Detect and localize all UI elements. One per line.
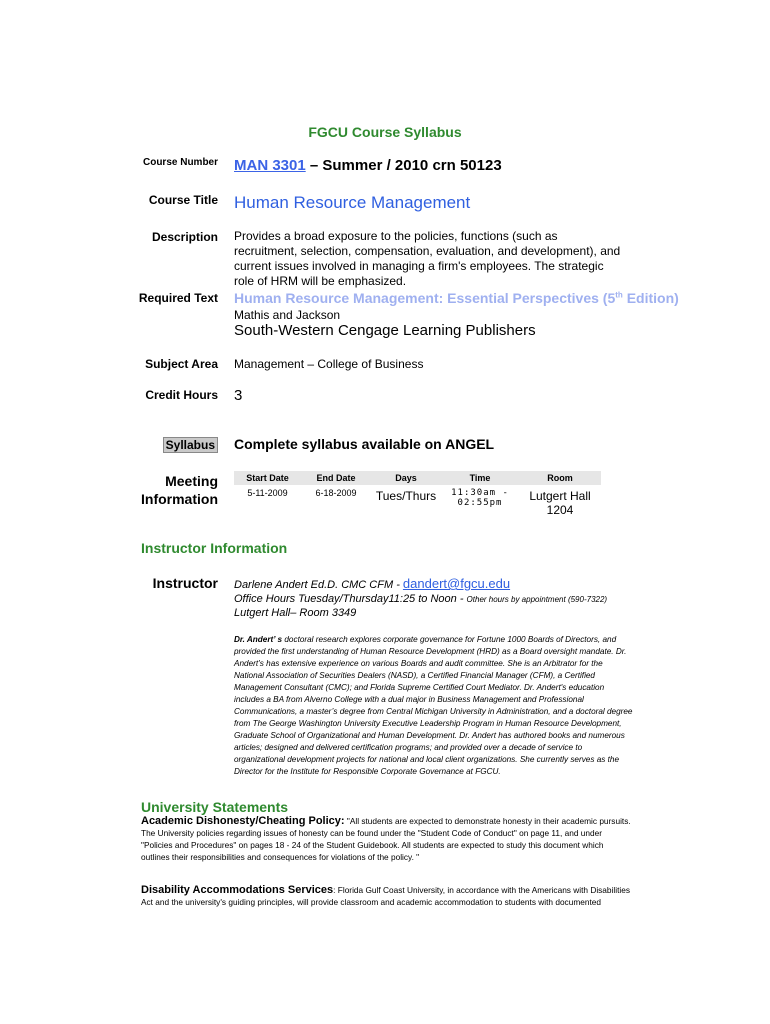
instructor-bio xyxy=(234,634,634,778)
days: Tues/Thurs xyxy=(375,489,437,503)
subject-area-label: Subject Area xyxy=(145,357,218,371)
room-building: Lutgert Hall xyxy=(529,489,591,503)
instructor-email-link[interactable]: dandert@fgcu.edu xyxy=(402,576,511,591)
course-title-value: Human Resource Management xyxy=(234,193,471,212)
room-number: 1204 xyxy=(546,503,574,517)
meeting-label xyxy=(141,472,218,508)
header-room: Room xyxy=(519,471,601,485)
disability-policy-title: Disability Accommodations Services xyxy=(141,884,334,896)
course-code: MAN 3301 xyxy=(234,157,306,174)
header-start-date: Start Date xyxy=(234,471,301,485)
office-hours-note: Other hours by appointment (590-7322) xyxy=(466,595,608,604)
instructor-section-heading: Instructor Information xyxy=(141,540,288,556)
academic-dishonesty-policy xyxy=(141,815,631,863)
room xyxy=(519,485,601,517)
meeting-label-line1: Meeting xyxy=(165,473,218,489)
header-time: Time xyxy=(441,471,519,485)
book-authors: Mathis and Jackson xyxy=(234,308,341,322)
meeting-header-row xyxy=(234,471,601,485)
course-term: – Summer / 2010 crn 50123 xyxy=(305,157,502,174)
bio-lead: Dr. Andert xyxy=(234,635,274,644)
course-number-value xyxy=(234,157,502,174)
office-location: Lutgert Hall– Room 3349 xyxy=(234,607,357,619)
course-title-label: Course Title xyxy=(148,193,218,207)
bio-text: doctoral research explores corporate governance for Fortune 1000 Boards of Directors, and provided the first understanding of Human Resource Development (HRD) as a Board oversight mandate. Dr. Andert’s has extensive experience on various Boards and audit committee. She is an Arbitrator for the National Association of Securities Dealers (NASD), a Certified Financial Manager (CFM), a Certified Management Consultant (CMC); and Florida Supreme Certified Court Mediator. Dr. Andert's education includes a BA from Alverno College with a dual major in Business Management and Professional Communications, a master’s degree from Central Michigan University in Administration, and a doctoral degree from The George Washington University Executive Leadership Program in Human Resource Development, Graduate School of Organizational and Human Development. Dr. Andert has authored books and numerous articles; designed and delivered certification programs; and provided over a decade of service to organizational development projects for national and local client organizations. She currently serves as the Director for the Institute for Responsible Corporate Governance at FGCU. xyxy=(234,635,633,776)
start-date: 5-11-2009 xyxy=(247,488,288,498)
instructor-name-line xyxy=(234,576,510,591)
disability-policy-text: : Florida Gulf Coast University, in accordance with the Americans with Disabilities Act and the university's guiding principles, will provide classroom and academic accommodation to students with documented xyxy=(141,885,630,907)
academic-policy-text: "All students are expected to demonstrate honesty in their academic pursuits. The University policies regarding issues of honesty can be found under the "Student Code of Conduct" on page 11, and under "Policies and Procedures" on pages 18 - 24 of the Student Guidebook. All students are expected to study this document which outlines their responsibilities and consequences for violations of the policy. " xyxy=(141,816,631,862)
credit-hours-label: Credit Hours xyxy=(145,388,218,402)
syllabus-label-wrap xyxy=(163,436,218,454)
book-edition-tail: Edition) xyxy=(622,290,679,306)
disability-policy xyxy=(141,884,631,908)
header-days: Days xyxy=(371,471,441,485)
university-section-heading: University Statements xyxy=(141,799,289,815)
academic-policy-title: Academic Dishonesty/Cheating Policy: xyxy=(141,815,345,827)
page-title: FGCU Course Syllabus xyxy=(308,124,462,140)
time xyxy=(441,485,519,517)
meeting-row xyxy=(234,485,601,517)
meeting-table xyxy=(234,471,601,517)
time-end: 02:55pm xyxy=(457,498,503,508)
office-hours: Office Hours Tuesday/Thursday11:25 to Noon - xyxy=(234,593,467,605)
office-hours-line xyxy=(234,593,607,605)
description-value: Provides a broad exposure to the policies, functions (such as recruitment, selection, compensation, evaluation, and development), and current issues involved in managing a firm's employees. The strategic role of HRM will be emphasized. xyxy=(234,229,621,288)
bio-lead-s: ’ s xyxy=(273,635,283,644)
subject-area-value: Management – College of Business xyxy=(234,357,424,371)
syllabus-value: Complete syllabus available on ANGEL xyxy=(234,436,495,452)
course-number-label: Course Number xyxy=(142,157,218,168)
credit-hours-value: 3 xyxy=(234,387,243,404)
required-text-label: Required Text xyxy=(138,291,218,305)
instructor-name: Darlene Andert Ed.D. CMC CFM - xyxy=(234,579,403,591)
meeting-label-line2: Information xyxy=(141,491,218,507)
header-end-date: End Date xyxy=(301,471,371,485)
description-label: Description xyxy=(151,230,218,244)
book-title xyxy=(234,290,679,306)
syllabus-label: Syllabus xyxy=(163,437,218,453)
end-date: 6-18-2009 xyxy=(315,488,357,498)
instructor-label: Instructor xyxy=(152,575,218,591)
book-title-text: Human Resource Management: Essential Perspectives (5 xyxy=(234,290,616,306)
book-edition-sup: th xyxy=(615,290,623,300)
time-start: 11:30am - xyxy=(451,488,509,498)
book-publisher: South-Western Cengage Learning Publishers xyxy=(234,322,536,339)
